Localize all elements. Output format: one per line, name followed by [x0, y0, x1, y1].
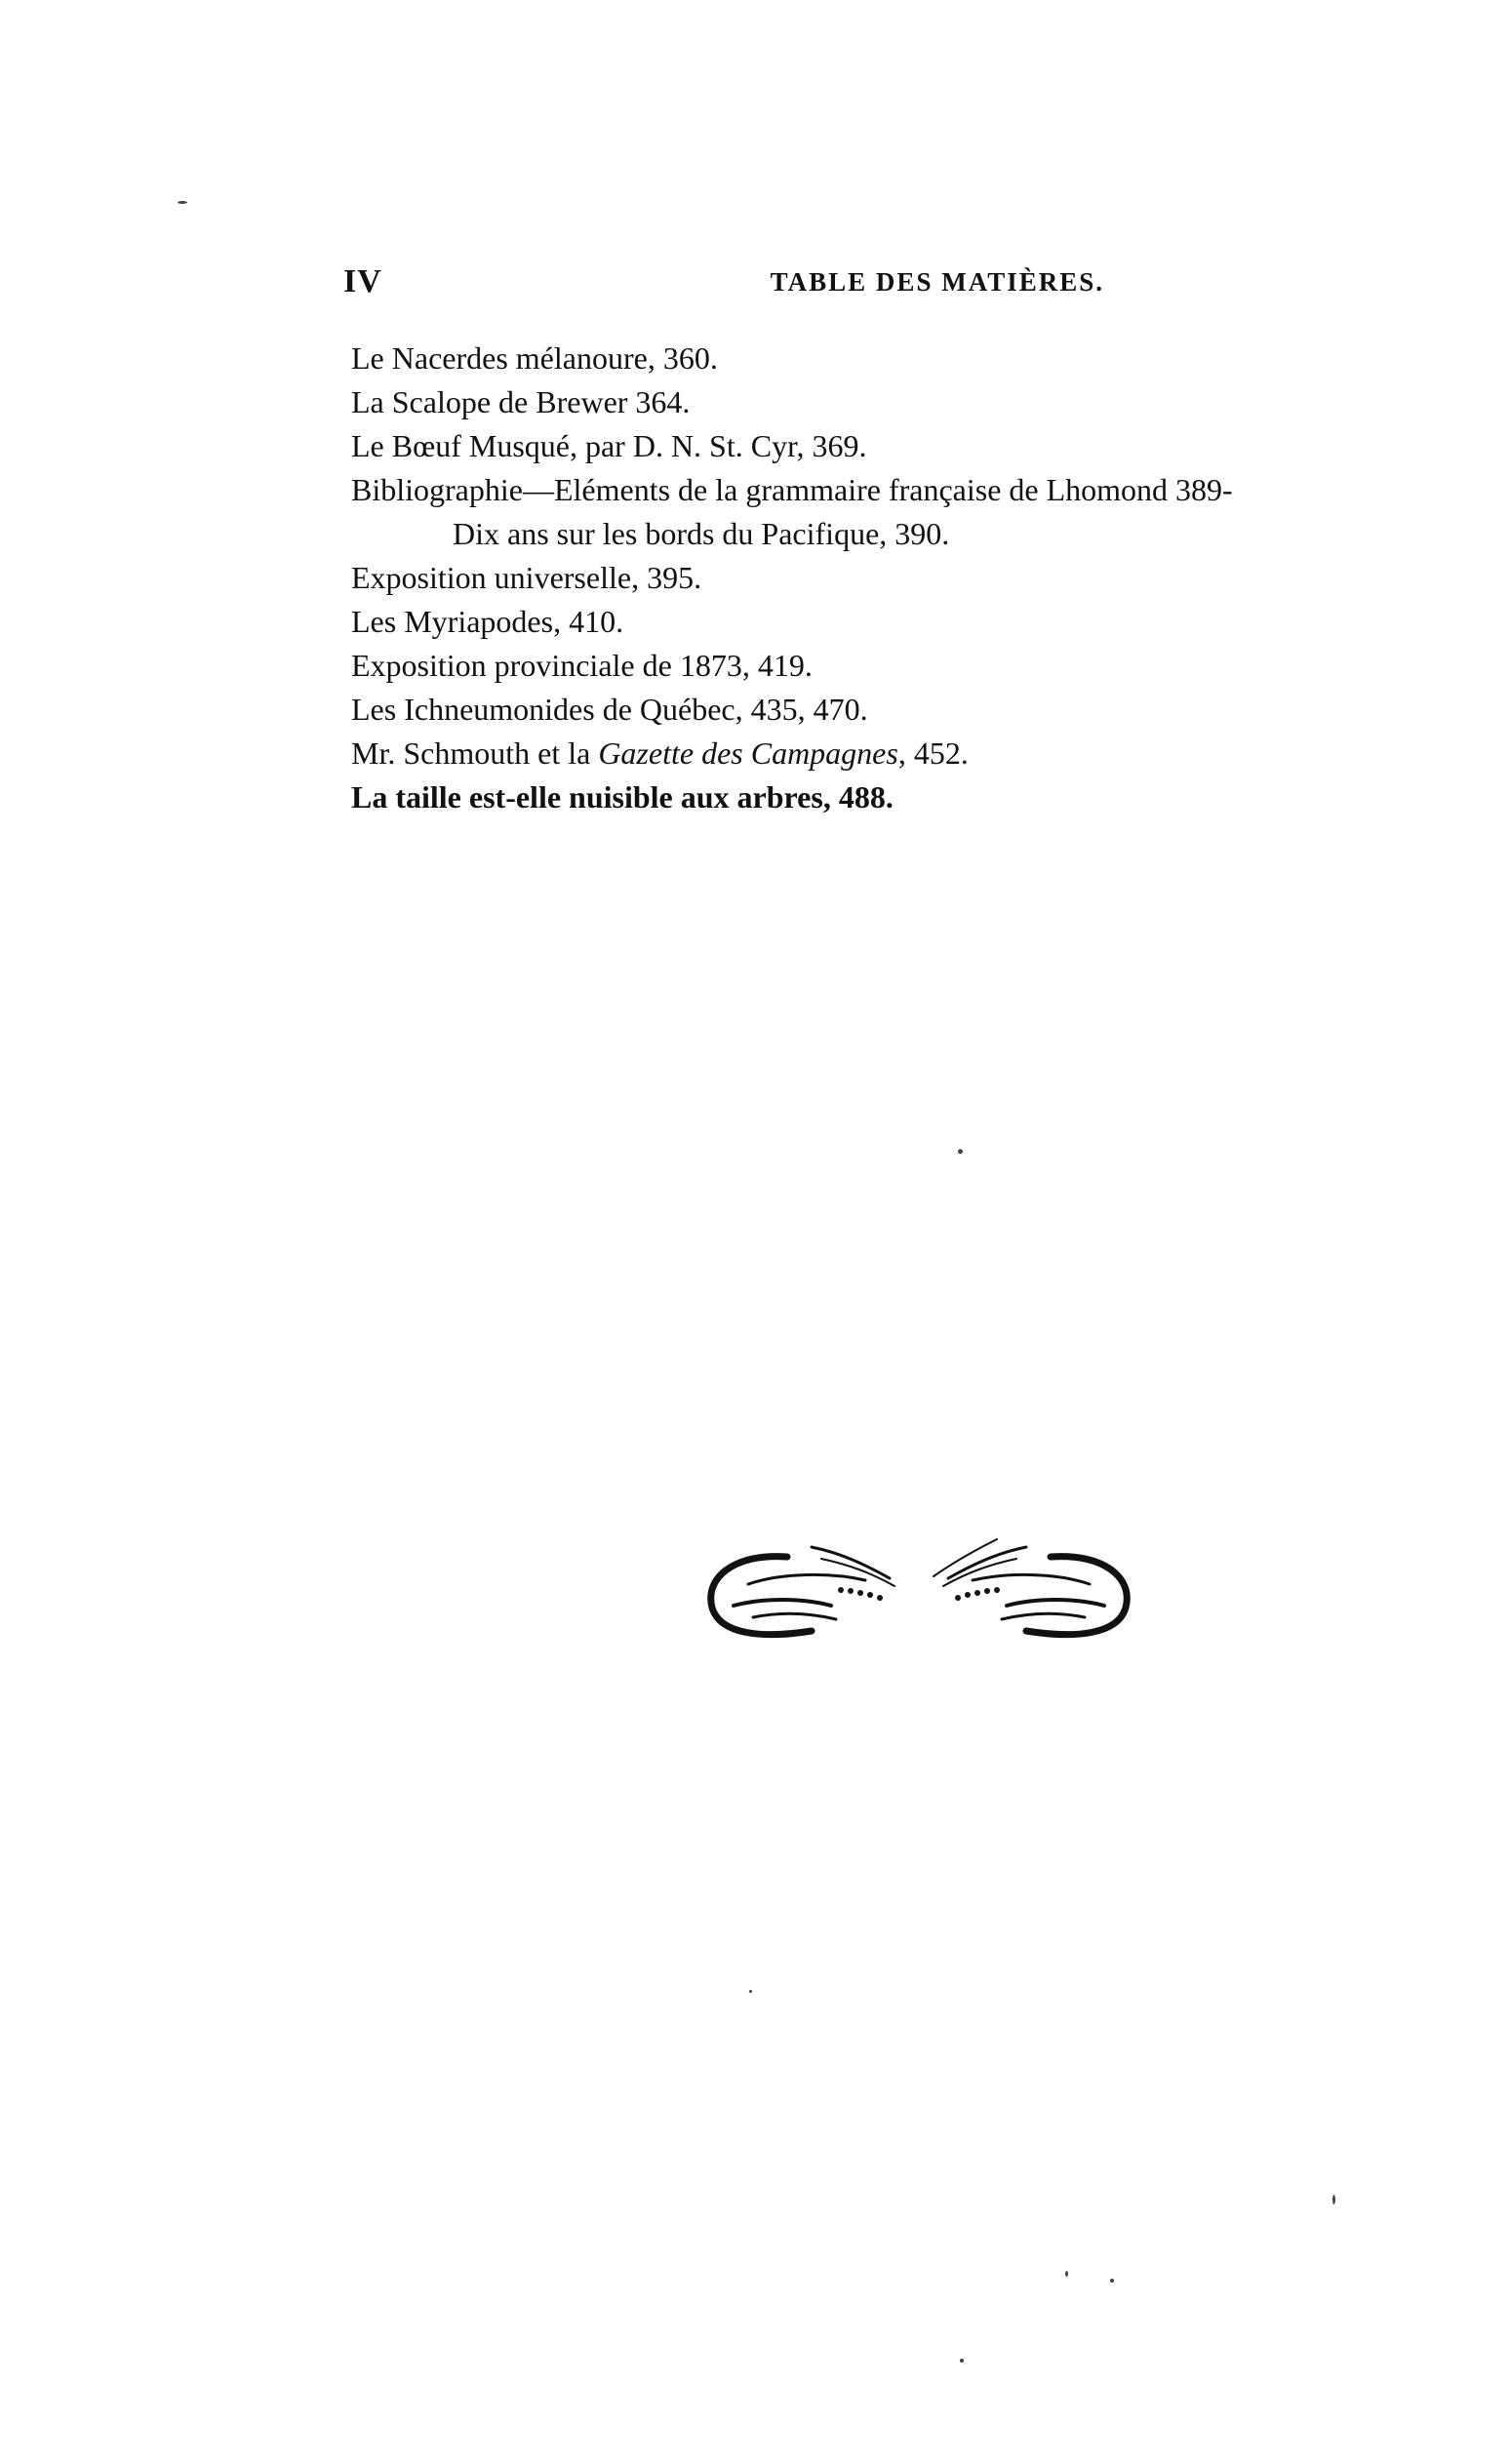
- scroll-flourish-icon: [695, 1530, 1143, 1656]
- toc-entry: Les Myriapodes, 410.: [351, 604, 624, 639]
- scan-speck: [958, 1149, 963, 1154]
- toc-entry: Bibliographie—Eléments de la grammaire française de Lhomond 389-: [351, 472, 1233, 507]
- toc-entry: Exposition universelle, 395.: [351, 560, 702, 595]
- toc-entry-page: , 452.: [897, 735, 969, 771]
- scan-speck: [1065, 2271, 1068, 2277]
- toc-entry: La Scalope de Brewer 364.: [351, 384, 691, 419]
- scan-speck: [960, 2359, 964, 2363]
- scan-speck: [1110, 2279, 1114, 2283]
- scan-speck: [1332, 2195, 1335, 2205]
- scan-speck: [178, 201, 187, 204]
- toc-entry: Les Ichneumonides de Québec, 435, 470.: [351, 692, 868, 727]
- toc-entry: La taille est-elle nuisible aux arbres, 488.: [351, 779, 894, 815]
- table-of-contents: [351, 337, 1453, 819]
- toc-entry-italic-title: Gazette des Campagnes: [598, 735, 898, 771]
- toc-entry-text: Mr. Schmouth et la: [351, 735, 591, 771]
- toc-entry: [351, 732, 1453, 775]
- toc-entry: Le Nacerdes mélanoure, 360.: [351, 340, 718, 376]
- toc-entry-continuation: Dix ans sur les bords du Pacifique, 390.: [453, 516, 950, 551]
- page-number: IV: [343, 263, 382, 299]
- scan-speck: [749, 1990, 752, 1993]
- running-title: TABLE DES MATIÈRES.: [770, 267, 1104, 297]
- page-header: [343, 263, 1104, 302]
- toc-entry: Exposition provinciale de 1873, 419.: [351, 648, 813, 683]
- toc-entry: Le Bœuf Musqué, par D. N. St. Cyr, 369.: [351, 428, 867, 463]
